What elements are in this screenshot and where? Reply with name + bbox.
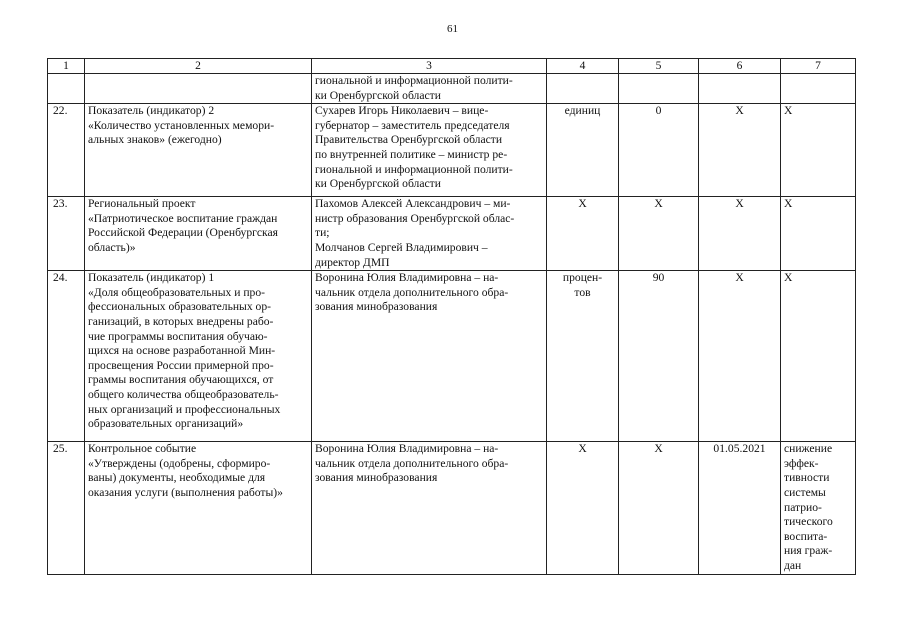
risk-cell-line: снижение: [784, 442, 833, 456]
date-cell-text: Х: [735, 104, 744, 118]
column-header: 3: [312, 59, 547, 74]
event-name-cell-line: фессиональных образовательных ор-: [88, 300, 271, 314]
event-name-cell: [85, 442, 312, 575]
responsible-cell-line: директор ДМП: [315, 255, 390, 269]
row-number-cell-text: 23.: [53, 197, 68, 211]
risk-cell-line: Х: [784, 197, 793, 211]
responsible-cell-line: чальник отдела дополнительного обра-: [315, 285, 509, 299]
table-row: [48, 271, 856, 442]
event-name-cell: [85, 104, 312, 197]
responsible-cell-line: ки Оренбургской области: [315, 88, 441, 102]
row-number-cell-text: 24.: [53, 271, 68, 285]
responsible-cell-line: ки Оренбургской области: [315, 177, 441, 191]
risk-cell-line: Х: [784, 271, 793, 285]
column-header: 1: [48, 59, 85, 74]
column-header: 7: [781, 59, 856, 74]
row-number-cell-text: 22.: [53, 104, 68, 118]
date-cell-text: Х: [735, 271, 744, 285]
date-cell: [699, 197, 781, 271]
responsible-cell-line: Воронина Юлия Владимировна – на-: [315, 442, 499, 456]
event-name-cell-line: «Утверждены (одобрены, сформиро-: [88, 456, 271, 470]
row-number-cell: [48, 74, 85, 104]
event-name-cell-line: общего количества общеобразователь-: [88, 387, 279, 401]
unit-cell: [547, 197, 619, 271]
event-name-cell-line: образовательных организаций»: [88, 417, 244, 431]
unit-cell: [547, 442, 619, 575]
risk-cell-line: эффек-: [784, 456, 819, 470]
event-name-cell-line: чие программы воспитания обучаю-: [88, 329, 268, 343]
responsible-cell-line: зования минобразования: [315, 300, 438, 314]
responsible-cell-line: Сухарев Игорь Николаевич – вице-: [315, 104, 489, 118]
column-header: 5: [619, 59, 699, 74]
risk-cell: [781, 271, 856, 442]
event-name-cell-line: Российской Федерации (Оренбургская: [88, 226, 278, 240]
event-name-cell-line: ганизаций, в которых внедрены рабо-: [88, 314, 274, 328]
risk-cell-line: тического: [784, 515, 833, 529]
risk-cell: [781, 197, 856, 271]
responsible-cell-line: Молчанов Сергей Владимирович –: [315, 240, 488, 254]
risk-cell-line: системы: [784, 485, 826, 499]
event-name-cell-line: оказания услуги (выполнения работы)»: [88, 485, 283, 499]
risk-cell-line: дан: [784, 558, 802, 572]
event-name-cell-line: альных знаков» (ежегодно): [88, 133, 222, 147]
responsible-cell-line: нистр образования Оренбургской облас-: [315, 211, 515, 225]
event-name-cell: [85, 74, 312, 104]
event-name-cell: [85, 271, 312, 442]
responsible-cell-line: зования минобразования: [315, 471, 438, 485]
event-name-cell-line: «Патриотическое воспитание граждан: [88, 211, 278, 225]
risk-cell-line: воспита-: [784, 529, 828, 543]
event-name-cell-line: Региональный проект: [88, 197, 196, 211]
event-name-cell-line: ных организаций и профессиональных: [88, 402, 281, 416]
responsible-cell: [312, 271, 547, 442]
unit-cell: [547, 271, 619, 442]
unit-cell-line: Х: [578, 442, 587, 456]
unit-cell: [547, 74, 619, 104]
header-row: [48, 59, 856, 74]
table-row: [48, 74, 856, 104]
unit-cell: [547, 104, 619, 197]
responsible-cell: [312, 74, 547, 104]
responsible-cell: [312, 442, 547, 575]
plan-table: [47, 58, 856, 575]
event-name-cell-line: Показатель (индикатор) 1: [88, 271, 215, 285]
date-cell-text: 01.05.2021: [713, 442, 766, 456]
value-cell-text: 90: [652, 271, 665, 285]
unit-cell-line: Х: [578, 197, 587, 211]
column-header: 4: [547, 59, 619, 74]
date-cell-text: Х: [735, 197, 744, 211]
row-number-cell: [48, 104, 85, 197]
event-name-cell-line: «Количество установленных мемори-: [88, 118, 275, 132]
row-number-cell: [48, 442, 85, 575]
responsible-cell-line: Воронина Юлия Владимировна – на-: [315, 271, 499, 285]
event-name-cell-line: область)»: [88, 240, 136, 254]
table-row: [48, 104, 856, 197]
risk-cell-line: Х: [784, 104, 793, 118]
event-name-cell: [85, 197, 312, 271]
row-number-cell: [48, 271, 85, 442]
event-name-cell-line: граммы воспитания обучающихся, от: [88, 373, 274, 387]
value-cell: [619, 197, 699, 271]
event-name-cell-line: просвещения России примерной про-: [88, 358, 274, 372]
event-name-cell-line: ваны) документы, необходимые для: [88, 471, 266, 485]
unit-cell-line: тов: [574, 285, 591, 299]
event-name-cell-line: «Доля общеобразовательных и про-: [88, 285, 265, 299]
event-name-cell-line: щихся на основе разработанной Мин-: [88, 344, 276, 358]
date-cell: [699, 271, 781, 442]
date-cell: [699, 104, 781, 197]
value-cell-text: Х: [654, 442, 663, 456]
responsible-cell-line: по внутренней политике – министр ре-: [315, 147, 508, 161]
page-number: 61: [447, 23, 458, 35]
risk-cell-line: патрио-: [784, 500, 822, 514]
value-cell: [619, 74, 699, 104]
table-row: [48, 442, 856, 575]
responsible-cell-line: губернатор – заместитель председателя: [315, 118, 510, 132]
responsible-cell: [312, 104, 547, 197]
responsible-cell-line: гиональной и информационной полити-: [315, 162, 513, 176]
date-cell: [699, 74, 781, 104]
responsible-cell-line: гиональной и информационной полити-: [315, 74, 513, 87]
event-name-cell-line: Показатель (индикатор) 2: [88, 104, 215, 118]
column-header: 6: [699, 59, 781, 74]
value-cell: [619, 104, 699, 197]
value-cell: [619, 442, 699, 575]
table-row: [48, 197, 856, 271]
unit-cell-line: процен-: [562, 271, 603, 285]
risk-cell-line: тивности: [784, 471, 830, 485]
unit-cell-line: единиц: [564, 104, 601, 118]
table-body: [48, 74, 856, 575]
responsible-cell-line: чальник отдела дополнительного обра-: [315, 456, 509, 470]
value-cell-text: 0: [655, 104, 662, 118]
responsible-cell: [312, 197, 547, 271]
value-cell: [619, 271, 699, 442]
responsible-cell-line: Пахомов Алексей Александрович – ми-: [315, 197, 511, 211]
value-cell-text: Х: [654, 197, 663, 211]
row-number-cell: [48, 197, 85, 271]
date-cell: [699, 442, 781, 575]
column-header: 2: [85, 59, 312, 74]
risk-cell: [781, 442, 856, 575]
risk-cell-line: ния граж-: [784, 544, 833, 558]
row-number-cell-text: 25.: [53, 442, 68, 456]
risk-cell: [781, 74, 856, 104]
risk-cell: [781, 104, 856, 197]
responsible-cell-line: Правительства Оренбургской области: [315, 133, 503, 147]
responsible-cell-line: ти;: [315, 226, 330, 240]
event-name-cell-line: Контрольное событие: [88, 442, 197, 456]
